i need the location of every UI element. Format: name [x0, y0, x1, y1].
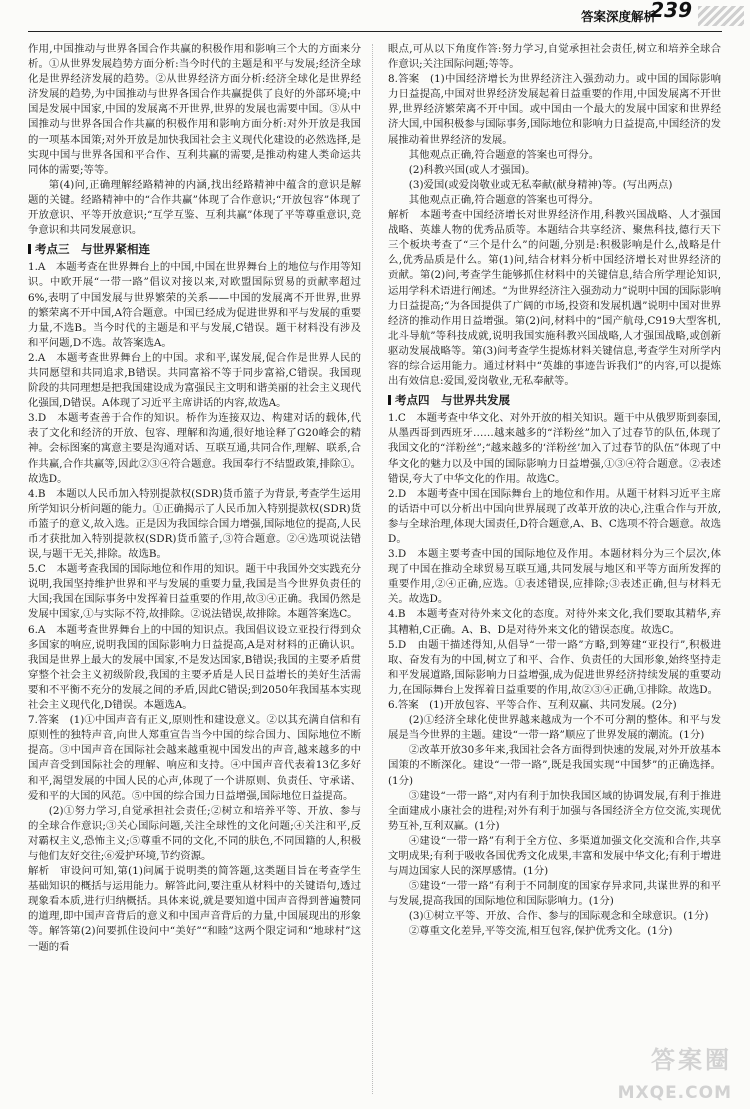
answer-item: 8.答案 (1)中国经济增长为世界经济注入强劲动力。或中国的国际影响力日益提高,中国对世界经济发展起着日益重要的作用,中国发展离不开世界,世界经济繁荣离不开中国。或中国由一个最大的发展中国家和世界经济大国,中国积极参与国际事务,国际地位和影响力日益提高,中国经济的发展推动着世界经济的发展。 [388, 73, 721, 146]
answer-item: (3)①树立平等、开放、合作、参与的国际观念和全球意识。(1分) [408, 910, 709, 923]
answer-item: (2)科教兴国(或人才强国)。 [408, 163, 536, 176]
answer-item: ②尊重文化差异,平等交流,相互包容,保护优秀文化。(1分) [408, 925, 673, 938]
paragraph: 第(4)问,正确理解经路精神的内涵,找出经路精神中蕴含的意识是解题的关键。经路精神中的“合作共赢”体现了合作意识;“开放包容”体现了开放意识、平等开放意识;“互学互鉴、互利共赢”体现了平等尊重意识,竞争意识和共同发展意识。 [28, 178, 361, 237]
watermark-url: MXQE.COM [617, 1082, 732, 1103]
answer-item: (3)爱国(或爱岗敬业或无私奉献(献身精神)等。(写出两点) [408, 178, 673, 191]
answer-item: 1.A 本题考查在世界舞台上的中国,中国在世界舞台上的地位与作用等知识。中欧开展“一带一路”倡议对接以来,对欧盟国际贸易的贡献率超过6%,表明了中国发展与世界繁荣的关系——中国的发展离不开世界,世界的繁荣离不开中国,A符合题意。中国已经成为促进世界和平与发展的重要力量,不选B。当今时代的主题是和平与发展,C错误。题干材料没有涉及和平问题,D不选。故答案选A。 [28, 261, 361, 349]
answer-item: 4.B 本题考查对待外来文化的态度。对待外来文化,我们要取其精华,弃其糟粕,C正确。A、B、D是对待外来文化的错误态度。故选C。 [388, 608, 721, 636]
section-bar-icon [388, 395, 391, 405]
header-stripes-decoration [698, 6, 744, 26]
watermark [602, 1046, 732, 1103]
section-heading-3 [28, 242, 361, 257]
answer-item: 其他观点正确,符合题意的答案也可得分。 [408, 148, 600, 161]
page-number: 239 [650, 0, 692, 22]
watermark-title: 答案圈 [651, 1046, 732, 1074]
analysis-paragraph: 解析 审设问可知,第(1)问属于说明类的简答题,这类题目旨在考查学生基础知识的概括与运用能力。解答此问,要注重从材料中的关键语句,透过现象看本质,进行归纳概括。具体来说,就是要知道中国声音得到普遍赞同的道理,即中国声音背后的意义和中国声音背后的力量,中国展现出的形象等。解答第(2)问要抓住设问中“美好”“和睦”这两个限定词和“地球村”这一题的看 [28, 865, 361, 953]
answer-item: ②改革开放30多年来,我国社会各方面得到快速的发展,对外开放基本国策的不断深化。建设“一带一路”,既是我国实现“中国梦”的正确选择。(1分) [388, 744, 721, 787]
answer-item: 2.A 本题考查世界舞台上的中国。求和平,谋发展,促合作是世界人民的共同愿望和共同追求,B错误。共同富裕不等于同步富裕,C错误。我国现阶段的共同理想是把我国建设成为富强民主文明和谐美丽的社会主义现代化强国,D错误。A体现了习近平主席讲话的内容,故选A。 [28, 351, 361, 410]
answer-item: 3.D 本题主要考查中国的国际地位及作用。本题材料分为三个层次,体现了中国在推动全球贸易互联互通,共同发展与地区和平等方面所发挥的重要作用,②④正确,应选。①表述错误,应排除;③表述正确,但与材料无关。故选D。 [388, 548, 721, 606]
header-title: 答案深度解析 [580, 9, 656, 24]
answer-item: ⑤建设“一带一路”有利于不同制度的国家存异求同,共谋世界的和平与发展,提高我国的国际地位和国际影响力。(1分) [388, 880, 721, 908]
answer-item: 2.D 本题考查中国在国际舞台上的地位和作用。从题干材料习近平主席的话语中可以分析出中国向世界展现了改革开放的决心,注重合作与开放,参与全球治理,体现大国责任,D符合题意,A、B、C选项不符合题意。故选D。 [388, 487, 721, 545]
answer-item: 4.B 本题以人民币加入特别提款权(SDR)货币篮子为背景,考查学生运用所学知识分析问题的能力。①正确揭示了人民币加入特别提款权(SDR)货币篮子的意义,故入选。正是因为我国综合国力增强,国际地位的提高,人民币才获批加入特别提款权(SDR)货币篮子,③符合题意。②④选项说法错误,与题干无关,排除。故选B。 [28, 487, 361, 561]
answer-item: 5.D 由题干描述得知,从倡导“一带一路”方略,到筹建“亚投行”,积极进取、奋发有为的中国,树立了和平、合作、负责任的大国形象,始终坚持走和平发展道路,国际影响力日益增强,成为促进世界经济持续发展的重要动力,在国际舞台上发挥着日益重要的作用,故②③④正确,①排除。故选D。 [388, 638, 721, 696]
page-header [0, 0, 750, 34]
left-column [28, 42, 361, 1102]
answer-item: 1.C 本题考查中华文化、对外开放的相关知识。题干中从俄罗斯到泰国,从墨西哥到西班牙……越来越多的“洋粉丝”加入了过春节的队伍,体现了我国文化的“洋粉丝”;“越来越多的‘洋粉丝’加入了过春节的队伍”体现了中华文化的魅力以及中国的国际影响力日益增强,①③④符合题意。②表述错误,夸大了中华文化的作用。故选C。 [388, 412, 721, 485]
section-heading-text: 考点三 与世界紧相连 [35, 242, 150, 257]
section-heading-text: 考点四 与世界共发展 [395, 393, 510, 408]
answer-item: 6.答案 (1)开放包容、平等合作、互利双赢、共同发展。(2分) [388, 699, 677, 712]
answer-item: ③建设“一带一路”,对内有利于加快我国区域的协调发展,有利于推进全面建成小康社会的进程;对外有利于加强与各国经济全方位交流,实现优势互补,互利双赢。(1分) [388, 789, 721, 832]
answer-item: ④建设“一带一路”有利于全方位、多渠道加强文化交流和合作,共享文明成果;有利于吸收各国优秀文化成果,丰富和发展中华文化;有利于增进与周边国家人民的深厚感情。(1分) [388, 834, 721, 878]
section-bar-icon [28, 244, 31, 254]
answer-item: 7.答案 (1)①中国声音有正义,原则性和建设意义。②以其充满自信和有原则性的独特声音,向世人郑重宣告当今中国的综合国力、国际地位不断提高。③中国声音在国际社会越来越重视中国发出的声音,越来越多的中国声音受到国际社会的理解、响应和支持。④中国声音代表着13亿多好和平,渴望发展的中国人民的心声,体现了一个讲原则、负责任、守承诺、爱和平的大国的风范。⑤中国的综合国力日益增强,国际地位日益提高。 [28, 714, 361, 802]
paragraph: 作用,中国推动与世界各国合作共赢的积极作用和影响三个大的方面来分析。①从世界发展趋势方面分析:当今时代的主题是和平与发展;经济全球化是世界经济发展的趋势。②从世界经济方面分析:经济全球化是世界经济发展的趋势,为中国推动与世界各国合作共赢提供了良好的外部环境;中国是发展中国家,中国的发展离不开世界,世界的发展也需要中国。③从中国推动与世界各国合作共赢的积极作用和影响方面分析:对外开放是我国的一项基本国策;对外开放是加快我国社会主义现代化建设的必然选择,是实现中国与世界各国和平合作、互利共赢的需要,是推动构建人类命运共同体的需要;等等。 [28, 43, 361, 176]
header-rule [28, 31, 722, 32]
answer-item: 5.C 本题考查我国的国际地位和作用的知识。题干中我国外交实践充分说明,我国坚持维护世界和平与发展的重要力量,我国是当今世界负责任的大国;我国在国际事务中发挥着日益重要的作用,故③④正确。我国仍然是发展中国家,①与实际不符,故排除。②说法错误,故排除。本题答案选C。 [28, 563, 361, 621]
analysis-paragraph: 解析 本题考查中国经济增长对世界经济作用,科教兴国战略、人才强国战略、英雄人物的优秀品质等。本题结合共享经济、聚焦科技,德行天下三个板块考查了“三个是什么”的问题,分别是:积极影响是什么,战略是什么,优秀品质是什么。第(1)问,结合材料分析中国经济增长对世界经济的贡献。第(2)问,考查学生能够抓住材料中的关键信息,结合所学理论知识,运用学科术语进行阐述。“为世界经济注入强劲动力”说明中国的国际影响力日益提高;“为各国提供了广阔的市场,投资和发展机遇”说明中国对世界经济的推动作用日益增强。第(2)问,材料中的“国产航母,C919大型客机,北斗导航”等科技成就,说明我国实施科教兴国战略,人才强国战略,或创新驱动发展战略等。第(3)问考查学生提炼材料关键信息,考查学生对所学内容的综合运用能力。通过材料中“英雄的事迹告诉我们”的内容,可以提炼出有效信息:爱国,爱岗敬业,无私奉献等。 [388, 209, 721, 388]
column-divider [372, 44, 373, 1094]
right-column [388, 42, 721, 1102]
answer-item: 3.D 本题考查善于合作的知识。桥作为连接双边、构建对话的载体,代表了文化和经济的开放、包容、理解和沟通,很好地诠释了G20峰会的精神。会标图案的寓意主要是沟通对话、互联互通,共同合作,理解、联系,合作共赢,合作共赢等,因此②③④符合题意。我国奉行不结盟政策,排除①。故选D。 [28, 412, 361, 485]
answer-item: (2)①努力学习,自觉承担社会责任;②树立和培养平等、开放、参与的全球合作意识;③关心国际问题,关注全球性的文化问题;④关注和平,反对霸权主义,恐怖主义;⑤尊重不同的文化,不同的肤色,不同国籍的人,积极与他们友好交往;⑥爱护环境,节约资源。 [28, 804, 361, 862]
section-heading-4 [388, 393, 721, 408]
answer-item: 其他观点正确,符合题意的答案也可得分。 [408, 193, 600, 206]
answer-item: 6.A 本题考查世界舞台上的中国的知识点。我国倡议设立亚投行得到众多国家的响应,说明我国的国际影响力日益提高,A是对材料的正确认识。我国是世界上最大的发展中国家,不是发达国家,B错误;我国的主要矛盾贯穿整个社会主义初级阶段,我国的主要矛盾是人民日益增长的美好生活需要和不平衡不充分的发展之间的矛盾,因此C错误;到2050年我国基本实现社会主义现代化,D错误。本题选A。 [28, 623, 361, 712]
answer-item: (2)①经济全球化使世界越来越成为一个不可分割的整体。和平与发展是当今世界的主题。建设“一带一路”顺应了世界发展的潮流。(1分) [388, 714, 721, 742]
paragraph: 眼点,可从以下角度作答:努力学习,自觉承担社会责任,树立和培养全球合作意识;关注国际问题;等等。 [388, 43, 721, 71]
